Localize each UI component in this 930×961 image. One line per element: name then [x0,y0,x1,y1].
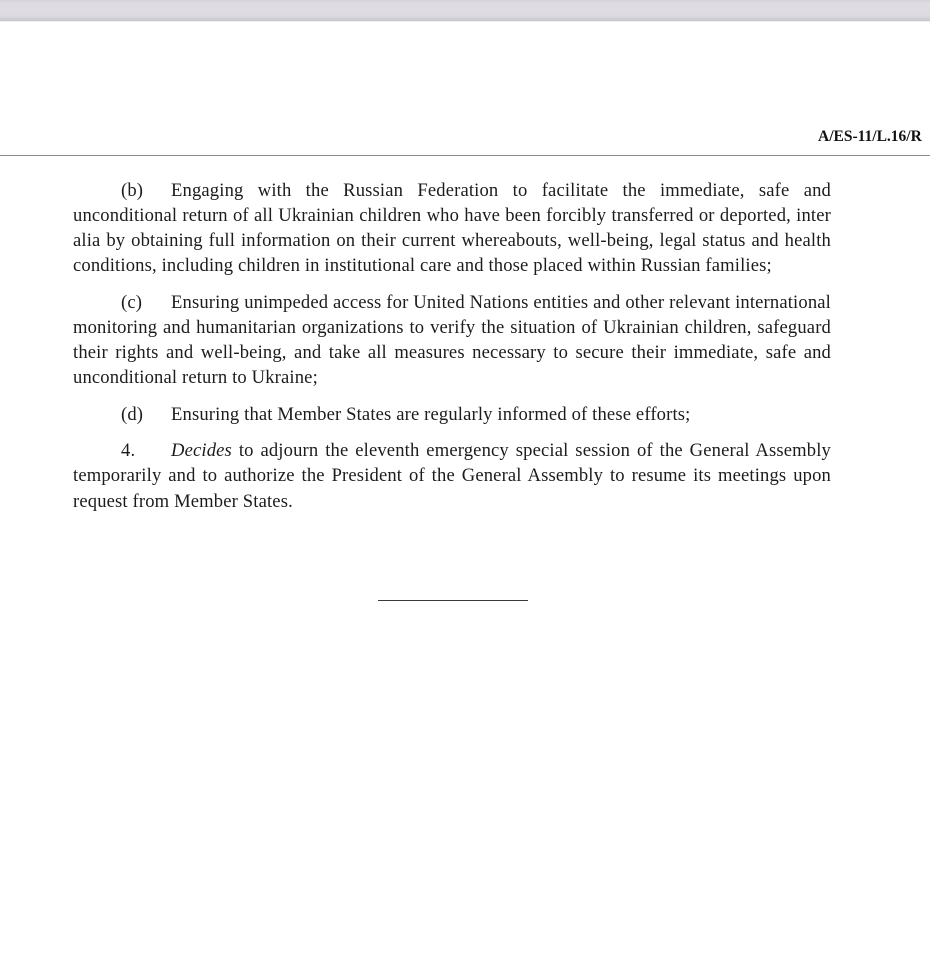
document-symbol: A/ES-11/L.16/R [818,128,922,145]
paragraph-text: Ensuring unimpeded access for United Nations entities and other relevant international monitoring and humanitarian organizations to verify the situation of Ukrainian children, safeguard their rights and well-being, and take all measures necessary to secure their immediate, safe and unconditional return to Ukraine; [73,291,831,389]
paragraph-text: to adjourn the eleventh emergency special session of the General Assembly temporarily and to authorize the President of the General Assembly to resume its meetings upon request from Member States. [73,440,831,512]
browser-top-bar [0,0,930,22]
header-rule [0,155,930,156]
paragraph-text: Ensuring that Member States are regularly informed of these efforts; [171,403,691,425]
paragraph-b [73,178,831,278]
end-of-document-rule [378,600,528,601]
paragraph-c [73,290,831,390]
paragraph-label: (d) [121,403,144,425]
paragraph-label: (c) [121,291,143,313]
paragraph-text: Engaging with the Russian Federation to facilitate the immediate, safe and unconditional return of all Ukrainian children who have been forcibly transferred or deported, inter alia by obtaining full information on their current whereabouts, well-being, legal status and health conditions, including children in institutional care and those placed within Russian families; [73,180,831,277]
paragraph-label: 4. [121,440,136,462]
paragraph-4 [73,438,831,513]
paragraph-label: (b) [121,180,144,201]
document-body [73,178,831,525]
paragraph-emphasis: Decides [171,440,232,462]
paragraph-d [73,402,831,427]
